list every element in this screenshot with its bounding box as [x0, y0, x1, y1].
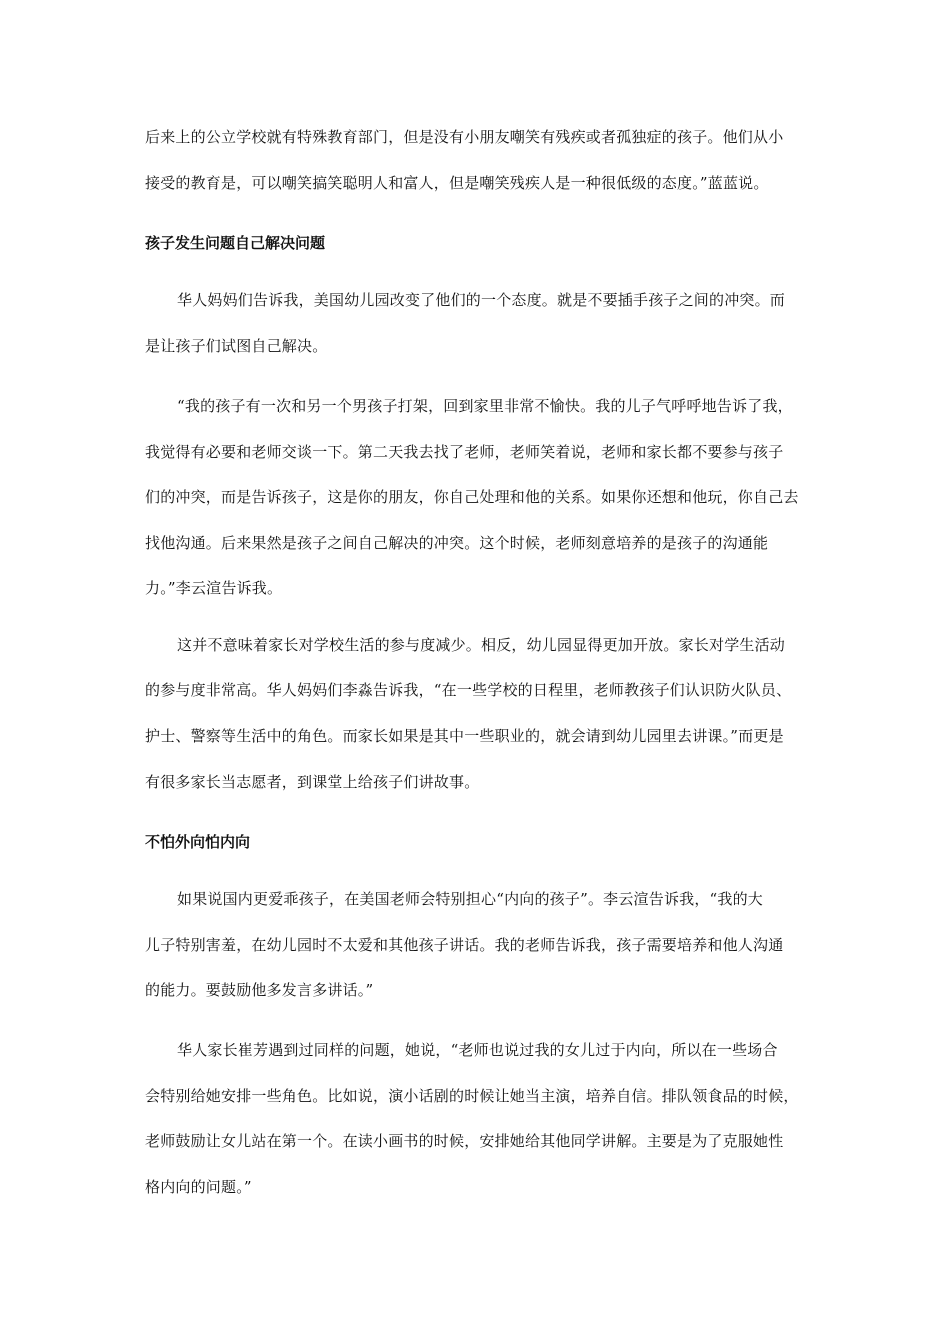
paragraph-line: 的能力。要鼓励他多发言多讲话。” [145, 981, 374, 999]
paragraph-line: 护士、警察等生活中的角色。而家长如果是其中一些职业的，就会请到幼儿园里去讲课。”而更是 [145, 727, 784, 745]
paragraph-line: 格内向的问题。” [145, 1178, 252, 1196]
paragraph-line: 们的冲突，而是告诉孩子，这是你的朋友，你自己处理和他的关系。如果你还想和他玩，你自己去 [145, 488, 799, 506]
paragraph-line: 接受的教育是，可以嘲笑搞笑聪明人和富人，但是嘲笑残疾人是一种很低级的态度。”蓝蓝说。 [145, 174, 769, 192]
paragraph-line: 有很多家长当志愿者，到课堂上给孩子们讲故事。 [145, 773, 480, 791]
paragraph-line: 会特别给她安排一些角色。比如说，演小话剧的时候让她当主演，培养自信。排队领食品的时候， [145, 1087, 799, 1105]
paragraph-line: 找他沟通。后来果然是孩子之间自己解决的冲突。这个时候，老师刻意培养的是孩子的沟通能 [145, 534, 769, 552]
section-heading: 不怕外向怕内向 [145, 833, 251, 851]
paragraph-line: 力。”李云渲告诉我。 [145, 579, 283, 597]
paragraph-line: 华人家长崔芳遇到过同样的问题，她说，“老师也说过我的女儿过于内向，所以在一些场合 [177, 1041, 778, 1059]
paragraph-line: 这并不意味着家长对学校生活的参与度减少。相反，幼儿园显得更加开放。家长对学生活动 [177, 636, 786, 654]
paragraph-line: 我觉得有必要和老师交谈一下。第二天我去找了老师，老师笑着说，老师和家长都不要参与孩子 [145, 443, 784, 461]
paragraph-line: 老师鼓励让女儿站在第一个。在读小画书的时候，安排她给其他同学讲解。主要是为了克服她性 [145, 1132, 784, 1150]
paragraph-line: 如果说国内更爱乖孩子，在美国老师会特别担心“内向的孩子”。李云渲告诉我，“我的大 [177, 890, 764, 908]
paragraph-line: “我的孩子有一次和另一个男孩子打架，回到家里非常不愉快。我的儿子气呼呼地告诉了我， [177, 397, 793, 415]
paragraph-line: 是让孩子们试图自己解决。 [145, 337, 328, 355]
section-heading: 孩子发生问题自己解决问题 [145, 234, 326, 252]
paragraph-line: 儿子特别害羞，在幼儿园时不太爱和其他孩子讲话。我的老师告诉我，孩子需要培养和他人沟通 [145, 936, 784, 954]
paragraph-line: 的参与度非常高。华人妈妈们李淼告诉我，“在一些学校的日程里，老师教孩子们认识防火队员、 [145, 681, 792, 699]
paragraph-line: 华人妈妈们告诉我，美国幼儿园改变了他们的一个态度。就是不要插手孩子之间的冲突。而 [177, 291, 786, 309]
paragraph-line: 后来上的公立学校就有特殊教育部门，但是没有小朋友嘲笑有残疾或者孤独症的孩子。他们从小 [145, 128, 784, 146]
